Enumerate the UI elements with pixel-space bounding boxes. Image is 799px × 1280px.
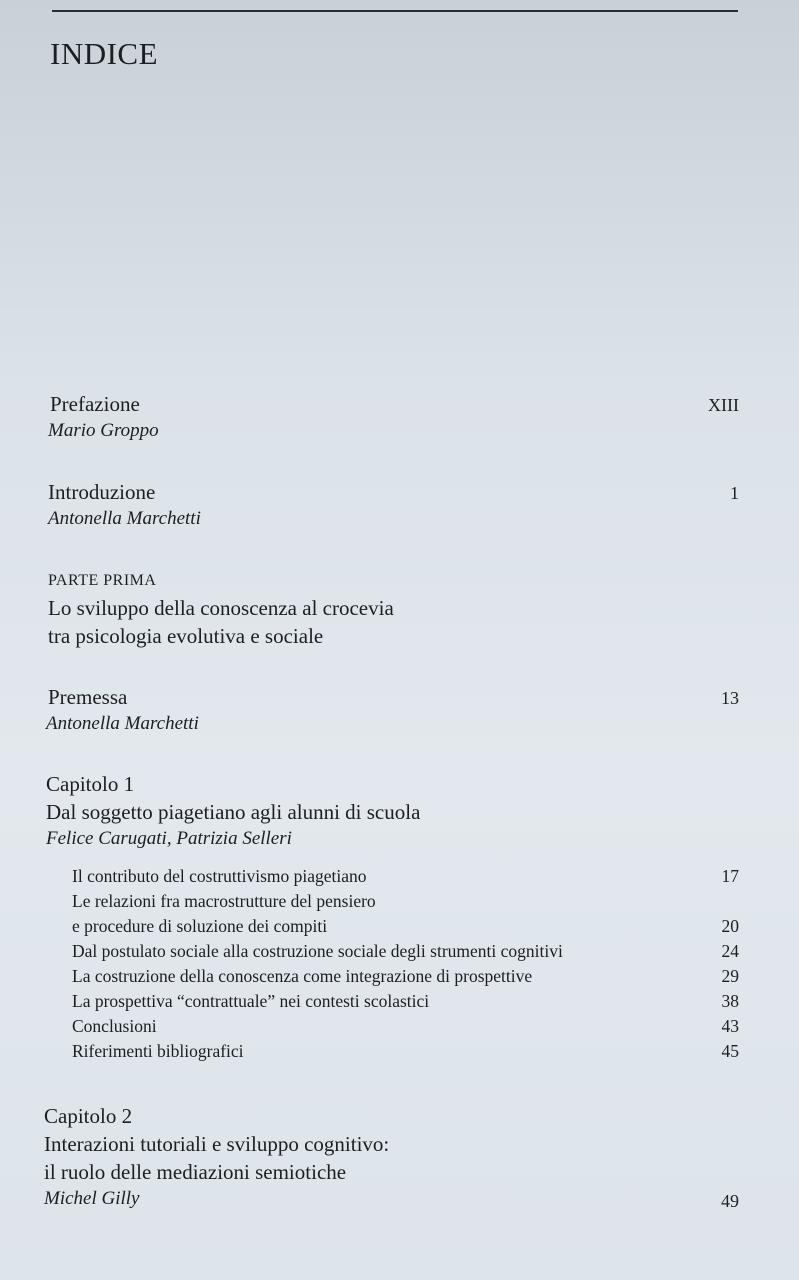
section-title: Le relazioni fra macrostrutture del pensiero bbox=[72, 891, 376, 911]
section-title: e procedure di soluzione dei compiti bbox=[72, 916, 328, 936]
premessa-page: 13 bbox=[721, 688, 739, 708]
section-page: 43 bbox=[721, 1016, 739, 1036]
section-page: 29 bbox=[721, 966, 739, 986]
section-title: Conclusioni bbox=[72, 1016, 157, 1036]
section-title: Dal postulato sociale alla costruzione sociale degli strumenti cognitivi bbox=[72, 941, 563, 961]
chapter2-author: Michel Gilly bbox=[44, 1188, 140, 1209]
prefazione-title: Prefazione bbox=[50, 392, 140, 416]
prefazione-author: Mario Groppo bbox=[48, 420, 159, 441]
introduzione-page: 1 bbox=[730, 483, 739, 503]
top-rule bbox=[52, 10, 738, 12]
section-title: Riferimenti bibliografici bbox=[72, 1041, 244, 1061]
chapter2-page: 49 bbox=[721, 1191, 739, 1211]
chapter1-title: Dal soggetto piagetiano agli alunni di scuola bbox=[46, 800, 421, 824]
part-label: PARTE PRIMA bbox=[48, 572, 157, 589]
section-page: 24 bbox=[721, 941, 739, 961]
section-title: Il contributo del costruttivismo piagetiano bbox=[72, 866, 367, 886]
premessa-title: Premessa bbox=[48, 685, 128, 709]
introduzione-author: Antonella Marchetti bbox=[48, 508, 201, 529]
part-title-line2: tra psicologia evolutiva e sociale bbox=[48, 624, 324, 648]
chapter1-authors: Felice Carugati, Patrizia Selleri bbox=[46, 828, 292, 849]
section-page: 17 bbox=[721, 866, 739, 886]
chapter2-label: Capitolo 2 bbox=[44, 1104, 133, 1128]
section-page: 20 bbox=[721, 916, 739, 936]
section-title: La costruzione della conoscenza come integrazione di prospettive bbox=[72, 966, 533, 986]
section-page: 38 bbox=[721, 991, 739, 1011]
chapter1-label: Capitolo 1 bbox=[46, 772, 135, 796]
introduzione-title: Introduzione bbox=[48, 480, 156, 504]
prefazione-page: XIII bbox=[708, 395, 739, 415]
chapter2-title-line2: il ruolo delle mediazioni semiotiche bbox=[44, 1160, 347, 1184]
index-heading: INDICE bbox=[50, 36, 159, 71]
chapter2-title-line1: Interazioni tutoriali e sviluppo cognitivo: bbox=[44, 1132, 390, 1156]
section-title: La prospettiva “contrattuale” nei contesti scolastici bbox=[72, 991, 430, 1011]
part-title-line1: Lo sviluppo della conoscenza al crocevia bbox=[48, 596, 394, 620]
section-page: 45 bbox=[721, 1041, 739, 1061]
premessa-author: Antonella Marchetti bbox=[46, 713, 199, 734]
